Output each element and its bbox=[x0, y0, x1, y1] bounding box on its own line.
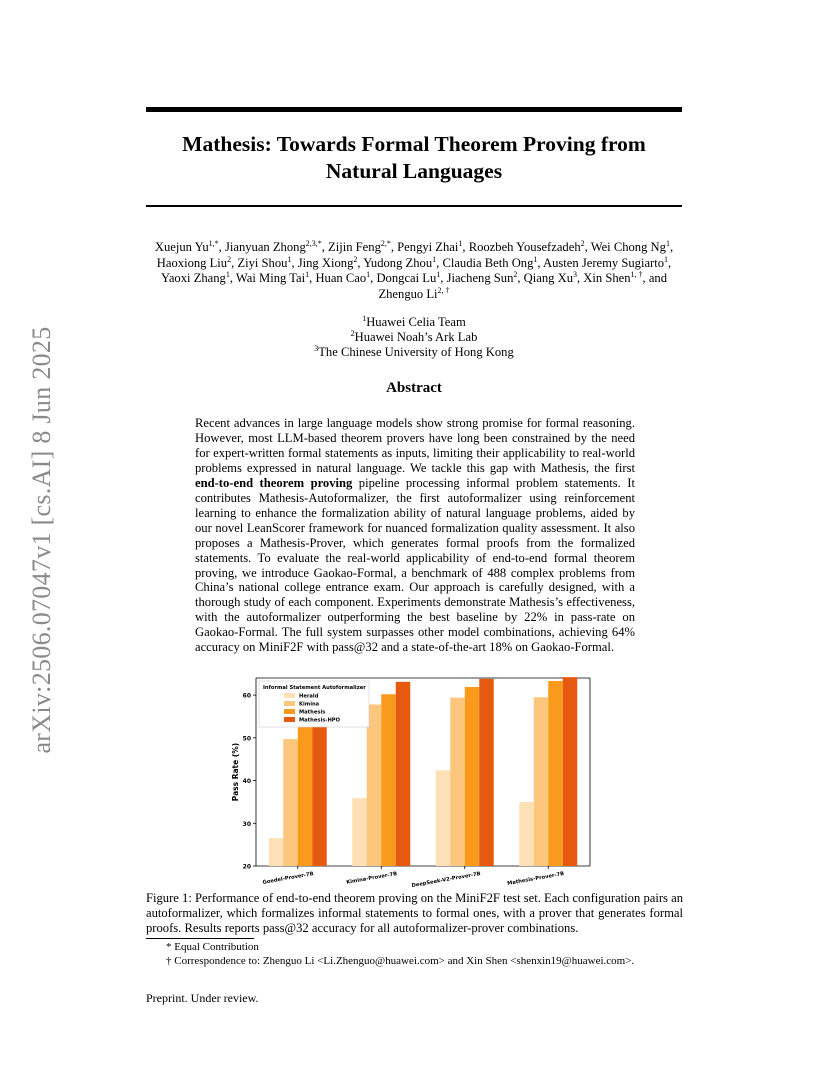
author-name: Austen Jeremy Sugiarto$^1$ bbox=[543, 254, 669, 270]
chart-legend-label: Mathesis bbox=[299, 709, 326, 716]
affiliations bbox=[146, 315, 682, 360]
chart-legend-swatch bbox=[284, 701, 295, 706]
chart-x-tick-label: Kimina-Prover-7B bbox=[345, 871, 398, 886]
author-name: Yudong Zhou$^1$ bbox=[363, 254, 437, 270]
author-list: Xuejun $Yu^{1,*}$, Jianyuan Zhong$^{2,3,*}$, Zijin Feng$^{2,*}$, Pengyi Zhai$^1$, Roozbeh Yousefzadeh$^2$, Wei Chong Ng$^1$, Haoxiong Liu$^2$, Ziyi Shou$^1$, Jing Xiong$^2$, Yudong Zhou$^1$, Claudia Beth Ong$^1$, Austen Jeremy Sugiarto$^1$, Yaoxi Zhang$^1$, Wai Ming Tai$^1$, Huan Cao$^1$, Dongcai Lu$^1$, Jiacheng Sun$^2$, Qiang Xu$^3$, Xin Shen$^{1, \dagger}$, and Zhenguo $Li^{2, \dagger}$ bbox=[154, 238, 674, 301]
author-affiliation-mark: 1, † bbox=[630, 269, 643, 279]
author-affiliation-mark: 2,3,* bbox=[305, 238, 322, 248]
chart-legend-swatch bbox=[284, 709, 295, 714]
author-affiliation-mark: 1 bbox=[366, 269, 371, 279]
abstract-emphasis: end-to-end theorem proving bbox=[195, 475, 353, 490]
title-line: Natural Languages bbox=[325, 159, 503, 183]
author-name: Xuejun $Yu^{1,*}$ bbox=[154, 238, 219, 254]
paper-title bbox=[146, 131, 682, 185]
affiliation: $^2$Huawei Noah’s Ark Lab bbox=[350, 328, 478, 344]
chart-bar bbox=[450, 698, 465, 866]
footnote-rule bbox=[146, 938, 254, 939]
footnote-correspondence: † Correspondence to: Zhenguo Li <Li.Zhenguo@huawei.com> and Xin Shen <shenxin19@huawei.com>. bbox=[166, 955, 635, 967]
chart-legend-label: Mathesis-HPO bbox=[299, 717, 341, 724]
title-rule-top bbox=[146, 107, 682, 112]
figure-bar-chart bbox=[228, 674, 598, 889]
author-affiliation-mark: 1 bbox=[458, 238, 463, 248]
author-affiliation-mark: 1 bbox=[533, 254, 538, 264]
chart-legend-label: Herald bbox=[299, 693, 319, 700]
chart-bar bbox=[548, 681, 563, 866]
chart-legend-title: Informal Statement Autoformalizer bbox=[263, 685, 366, 691]
chart-y-axis-label: Pass Rate (%) bbox=[231, 742, 240, 802]
preprint-note: Preprint. Under review. bbox=[146, 991, 259, 1005]
chart-legend-swatch bbox=[284, 693, 295, 698]
chart-x-tick-label: Goedel-Prover-7B bbox=[262, 871, 315, 886]
author-name: Xin Shen$^{1, \dagger}$ bbox=[583, 269, 643, 285]
author-name: Claudia Beth Ong$^1$ bbox=[442, 254, 538, 270]
chart-bar bbox=[465, 687, 480, 866]
author-name: Wei Chong Ng$^1$ bbox=[590, 238, 670, 254]
chart-y-tick-label: 30 bbox=[242, 820, 251, 828]
author-affiliation-mark: 2, † bbox=[437, 285, 450, 295]
author-affiliation-mark: 1 bbox=[225, 269, 230, 279]
chart-bar bbox=[367, 704, 382, 866]
author-affiliation-mark: 2 bbox=[353, 254, 358, 264]
author-name: Jing Xiong$^2$ bbox=[297, 254, 358, 270]
chart-x-tick-label: Mathesis-Prover-7B bbox=[506, 871, 565, 887]
author-name: Pengyi Zhai$^1$ bbox=[397, 238, 463, 254]
title-line: Mathesis: Towards Formal Theorem Proving from bbox=[182, 132, 646, 156]
abstract-body: Recent advances in large language models show strong promise for formal reasoning. However, most LLM-based theorem provers have long been constrained by the need for expert-written formal statements as inputs, limiting their applicability to real-world problems expressed in natural language. We tackle this gap with Mathesis, the first end-to-end theorem proving pipeline processing informal problem statements. It contributes Mathesis-Autoformalizer, the first autoformalizer using reinforcement learning to enhance the formalization ability of natural language problems, aided by our novel LeanScorer framework for nuanced formalization quality assessment. It also proposes a Mathesis-Prover, which generates formal proofs from the formalized statements. To evaluate the real-world applicability of end-to-end formal theorem proving, we introduce Gaokao-Formal, a benchmark of 488 complex problems from China’s national college entrance exam. Our approach is carefully designed, with a thorough study of each component. Experiments demonstrate Mathesis’s effectiveness, with the autoformalizer outperforming the best baseline by 22% in pass-rate on Gaokao-Formal. The full system surpasses other model combinations, achieving 64% accuracy on MiniF2F with pass@32 and a state-of-the-art 18% on Gaokao-Formal. bbox=[195, 416, 635, 655]
affiliation: $^1$Huawei Celia Team bbox=[362, 313, 466, 329]
author-affiliation-mark: 3 bbox=[573, 269, 577, 279]
chart-bar bbox=[479, 679, 494, 866]
chart-y-tick-label: 50 bbox=[242, 735, 251, 743]
chart-bar bbox=[283, 739, 298, 866]
author-name: Haoxiong Liu$^2$ bbox=[156, 254, 232, 270]
author-name: Huan Cao$^1$ bbox=[315, 269, 371, 285]
chart-bar bbox=[269, 838, 284, 866]
chart-y-tick-label: 60 bbox=[242, 692, 251, 700]
chart-y-tick-label: 40 bbox=[242, 778, 251, 786]
author-affiliation-mark: 1 bbox=[665, 238, 670, 248]
arxiv-identifier: arXiv:2506.07047v1 [cs.AI] 8 Jun 2025 bbox=[27, 326, 56, 754]
author-affiliation-mark: 2 bbox=[513, 269, 518, 279]
chart-bar bbox=[519, 802, 534, 866]
chart-legend-label: Kimina bbox=[299, 701, 320, 708]
chart-bar bbox=[534, 697, 549, 866]
author-affiliation-mark: 1 bbox=[664, 254, 669, 264]
author-name: Wai Ming Tai$^1$ bbox=[235, 269, 310, 285]
abstract-heading: Abstract bbox=[386, 380, 442, 396]
chart-bar bbox=[381, 694, 396, 866]
author-affiliation-mark: 2 bbox=[227, 254, 232, 264]
chart-legend-swatch bbox=[284, 717, 295, 722]
chart-bar bbox=[396, 682, 411, 866]
author-name: Ziyi Shou$^1$ bbox=[237, 254, 292, 270]
author-name: Dongcai Lu$^1$ bbox=[376, 269, 441, 285]
title-rule-bottom bbox=[146, 205, 682, 207]
author-name: Jianyuan Zhong$^{2,3,*}$ bbox=[224, 238, 322, 254]
chart-bar bbox=[352, 798, 367, 866]
chart-y-tick-label: 20 bbox=[242, 863, 251, 871]
chart-bar bbox=[436, 770, 451, 866]
chart-bar bbox=[312, 725, 327, 866]
author-affiliation-mark: 1 bbox=[305, 269, 310, 279]
author-name: Qiang Xu$^3$ bbox=[523, 269, 577, 285]
chart-bar bbox=[298, 727, 313, 866]
author-name: Roozbeh Yousefzadeh$^2$ bbox=[468, 238, 585, 254]
footnote-equal-contribution: * Equal Contribution bbox=[166, 941, 259, 953]
footnotes bbox=[166, 940, 634, 968]
author-name: Zijin Feng$^{2,*}$ bbox=[328, 238, 391, 254]
figure-caption: Figure 1: Performance of end-to-end theorem proving on the MiniF2F test set. Each configuration pairs an autoformalizer, which formalizes informal statements to formal ones, with a prover that generates formal proofs. Results reports pass@32 accuracy for all autoformalizer-prover combinations. bbox=[146, 891, 683, 935]
author-affiliation-mark: 2 bbox=[580, 238, 585, 248]
author-affiliation-mark: 1,* bbox=[208, 238, 219, 248]
chart-x-tick-label: DeepSeek-V2-Prover-7B bbox=[411, 871, 482, 889]
author-name: Zhenguo $Li^{2, \dagger}$ bbox=[378, 285, 450, 301]
author-affiliation-mark: 2,* bbox=[380, 238, 391, 248]
affiliation: $^3$The Chinese University of Hong Kong bbox=[314, 343, 514, 359]
author-affiliation-mark: 1 bbox=[432, 254, 437, 264]
author-affiliation-mark: 1 bbox=[436, 269, 441, 279]
author-name: Yaoxi Zhang$^1$ bbox=[160, 269, 230, 285]
chart-bar bbox=[563, 677, 578, 866]
author-name: Jiacheng Sun$^2$ bbox=[446, 269, 518, 285]
author-affiliation-mark: 1 bbox=[287, 254, 292, 264]
